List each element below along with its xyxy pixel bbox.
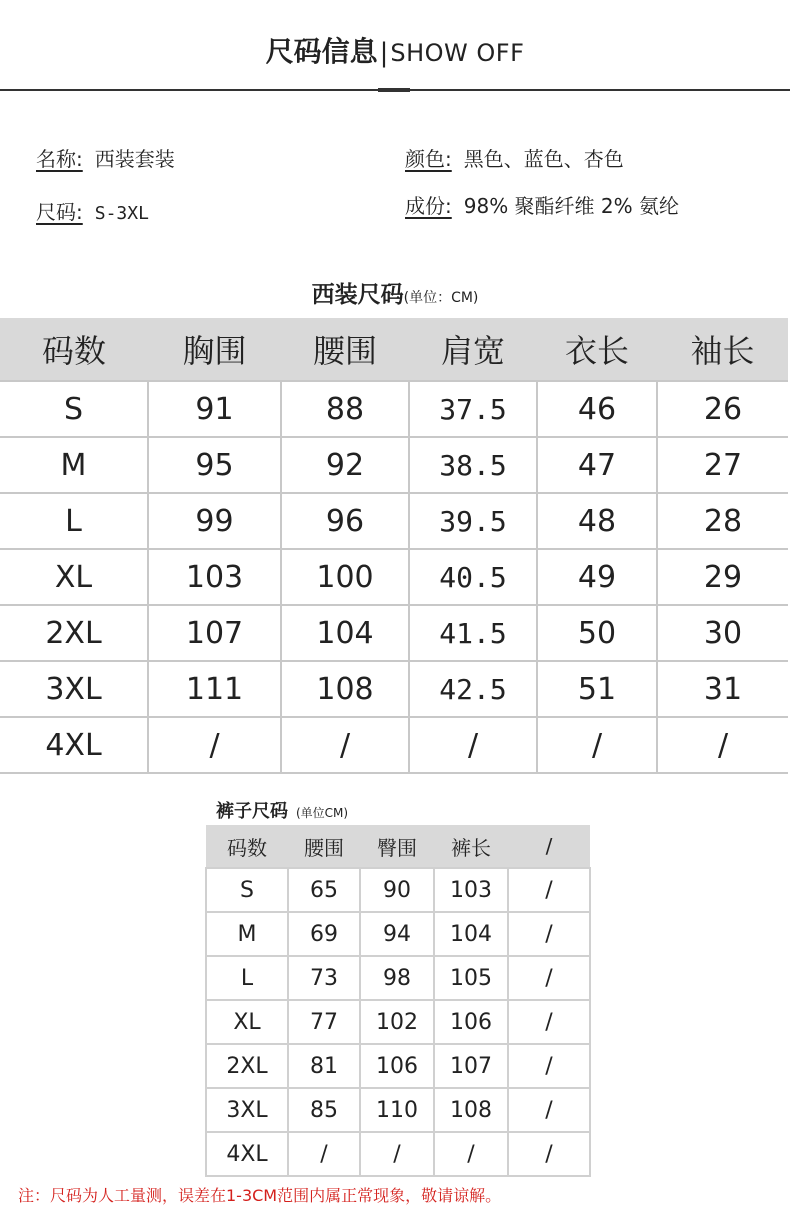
info-name-label: 名称:	[36, 147, 83, 171]
table-cell: 95	[148, 437, 281, 493]
table-cell: 29	[657, 549, 788, 605]
table-row	[206, 1044, 590, 1088]
pants-unit: (单位CM)	[296, 806, 349, 820]
table-cell: /	[508, 912, 590, 956]
table-cell: 65	[288, 868, 360, 912]
table-cell: 106	[360, 1044, 434, 1088]
table-row	[0, 437, 788, 493]
jacket-header-cell: 腰围	[281, 318, 409, 381]
table-cell: 85	[288, 1088, 360, 1132]
table-cell: /	[148, 717, 281, 773]
table-row	[0, 661, 788, 717]
pants-header-cell: 腰围	[288, 825, 360, 868]
pants-table-title	[216, 797, 348, 823]
table-cell: 96	[281, 493, 409, 549]
table-row	[206, 868, 590, 912]
jacket-header-cell: 胸围	[148, 318, 281, 381]
pants-header-cell: 码数	[206, 825, 288, 868]
table-cell: 110	[360, 1088, 434, 1132]
table-cell: /	[288, 1132, 360, 1176]
table-cell: /	[508, 1132, 590, 1176]
jacket-header-cell: 肩宽	[409, 318, 537, 381]
table-cell: /	[434, 1132, 508, 1176]
table-cell: 41.5	[409, 605, 537, 661]
table-row	[206, 1088, 590, 1132]
table-cell: 26	[657, 381, 788, 437]
table-cell: /	[281, 717, 409, 773]
table-cell: 48	[537, 493, 657, 549]
table-cell: 2XL	[0, 605, 148, 661]
table-cell: 2XL	[206, 1044, 288, 1088]
table-cell: 100	[281, 549, 409, 605]
table-cell: /	[537, 717, 657, 773]
table-cell: S	[206, 868, 288, 912]
info-name	[36, 143, 175, 172]
table-cell: 90	[360, 868, 434, 912]
table-cell: /	[657, 717, 788, 773]
table-cell: 98	[360, 956, 434, 1000]
jacket-size-table	[0, 318, 788, 774]
table-cell: 111	[148, 661, 281, 717]
table-cell: 4XL	[0, 717, 148, 773]
table-row	[0, 717, 788, 773]
table-cell: 102	[360, 1000, 434, 1044]
header-title-en: SHOW OFF	[390, 39, 525, 67]
table-cell: /	[508, 956, 590, 1000]
table-cell: S	[0, 381, 148, 437]
table-cell: 81	[288, 1044, 360, 1088]
pants-header-cell: 裤长	[434, 825, 508, 868]
table-cell: 77	[288, 1000, 360, 1044]
info-material-label: 成份:	[405, 194, 452, 218]
info-color-label: 颜色:	[405, 147, 452, 171]
header-title-cn: 尺码信息	[265, 35, 378, 68]
table-cell: 107	[148, 605, 281, 661]
table-cell: 28	[657, 493, 788, 549]
table-cell: /	[508, 1000, 590, 1044]
info-size-label: 尺码:	[36, 200, 83, 224]
table-row	[206, 956, 590, 1000]
table-cell: 50	[537, 605, 657, 661]
table-cell: 103	[434, 868, 508, 912]
table-cell: 92	[281, 437, 409, 493]
table-cell: 69	[288, 912, 360, 956]
table-row	[206, 1132, 590, 1176]
info-size-value: S-3XL	[94, 203, 149, 224]
pants-header-row	[206, 825, 590, 868]
header-separator: |	[379, 38, 389, 68]
info-material-value: 98% 聚酯纤维 2% 氨纶	[463, 194, 680, 218]
table-cell: 4XL	[206, 1132, 288, 1176]
table-cell: M	[0, 437, 148, 493]
jacket-unit: (单位：CM)	[403, 290, 479, 306]
table-cell: 103	[148, 549, 281, 605]
table-cell: 37.5	[409, 381, 537, 437]
jacket-table-title	[0, 276, 790, 309]
info-color-value: 黑色、蓝色、杏色	[463, 147, 624, 171]
jacket-header-row	[0, 318, 788, 381]
table-cell: 108	[281, 661, 409, 717]
table-cell: 94	[360, 912, 434, 956]
jacket-header-cell: 衣长	[537, 318, 657, 381]
table-row	[206, 912, 590, 956]
table-cell: 3XL	[0, 661, 148, 717]
table-cell: 47	[537, 437, 657, 493]
info-name-value: 西装套装	[94, 147, 175, 171]
info-size	[36, 196, 149, 225]
table-cell: 107	[434, 1044, 508, 1088]
table-cell: 40.5	[409, 549, 537, 605]
table-cell: 46	[537, 381, 657, 437]
table-cell: XL	[0, 549, 148, 605]
jacket-title: 西装尺码	[311, 282, 404, 308]
table-row	[0, 381, 788, 437]
table-cell: /	[360, 1132, 434, 1176]
jacket-header-cell: 码数	[0, 318, 148, 381]
table-cell: 30	[657, 605, 788, 661]
table-cell: 73	[288, 956, 360, 1000]
table-cell: 3XL	[206, 1088, 288, 1132]
table-cell: L	[206, 956, 288, 1000]
table-cell: M	[206, 912, 288, 956]
table-cell: 51	[537, 661, 657, 717]
table-cell: 104	[434, 912, 508, 956]
table-row	[0, 549, 788, 605]
table-cell: 38.5	[409, 437, 537, 493]
info-color	[405, 143, 624, 172]
header-divider-mark	[378, 88, 410, 92]
pants-size-table	[205, 825, 591, 1177]
table-cell: 42.5	[409, 661, 537, 717]
pants-title: 裤子尺码	[216, 801, 288, 822]
table-row	[0, 605, 788, 661]
measurement-note: 注：尺码为人工量测，误差在1-3CM范围内属正常现象，敬请谅解。	[18, 1186, 502, 1205]
table-cell: 106	[434, 1000, 508, 1044]
table-row	[0, 493, 788, 549]
info-material	[405, 190, 679, 219]
table-cell: /	[508, 868, 590, 912]
table-cell: 27	[657, 437, 788, 493]
table-cell: 39.5	[409, 493, 537, 549]
table-cell: 104	[281, 605, 409, 661]
pants-header-cell: /	[508, 825, 590, 868]
table-cell: L	[0, 493, 148, 549]
jacket-header-cell: 袖长	[657, 318, 788, 381]
pants-header-cell: 臀围	[360, 825, 434, 868]
table-cell: 99	[148, 493, 281, 549]
table-cell: /	[508, 1088, 590, 1132]
table-cell: 108	[434, 1088, 508, 1132]
table-cell: /	[409, 717, 537, 773]
table-cell: 105	[434, 956, 508, 1000]
table-cell: 88	[281, 381, 409, 437]
table-cell: 31	[657, 661, 788, 717]
table-cell: 91	[148, 381, 281, 437]
table-cell: XL	[206, 1000, 288, 1044]
page-header	[0, 30, 790, 70]
table-cell: 49	[537, 549, 657, 605]
table-cell: /	[508, 1044, 590, 1088]
table-row	[206, 1000, 590, 1044]
